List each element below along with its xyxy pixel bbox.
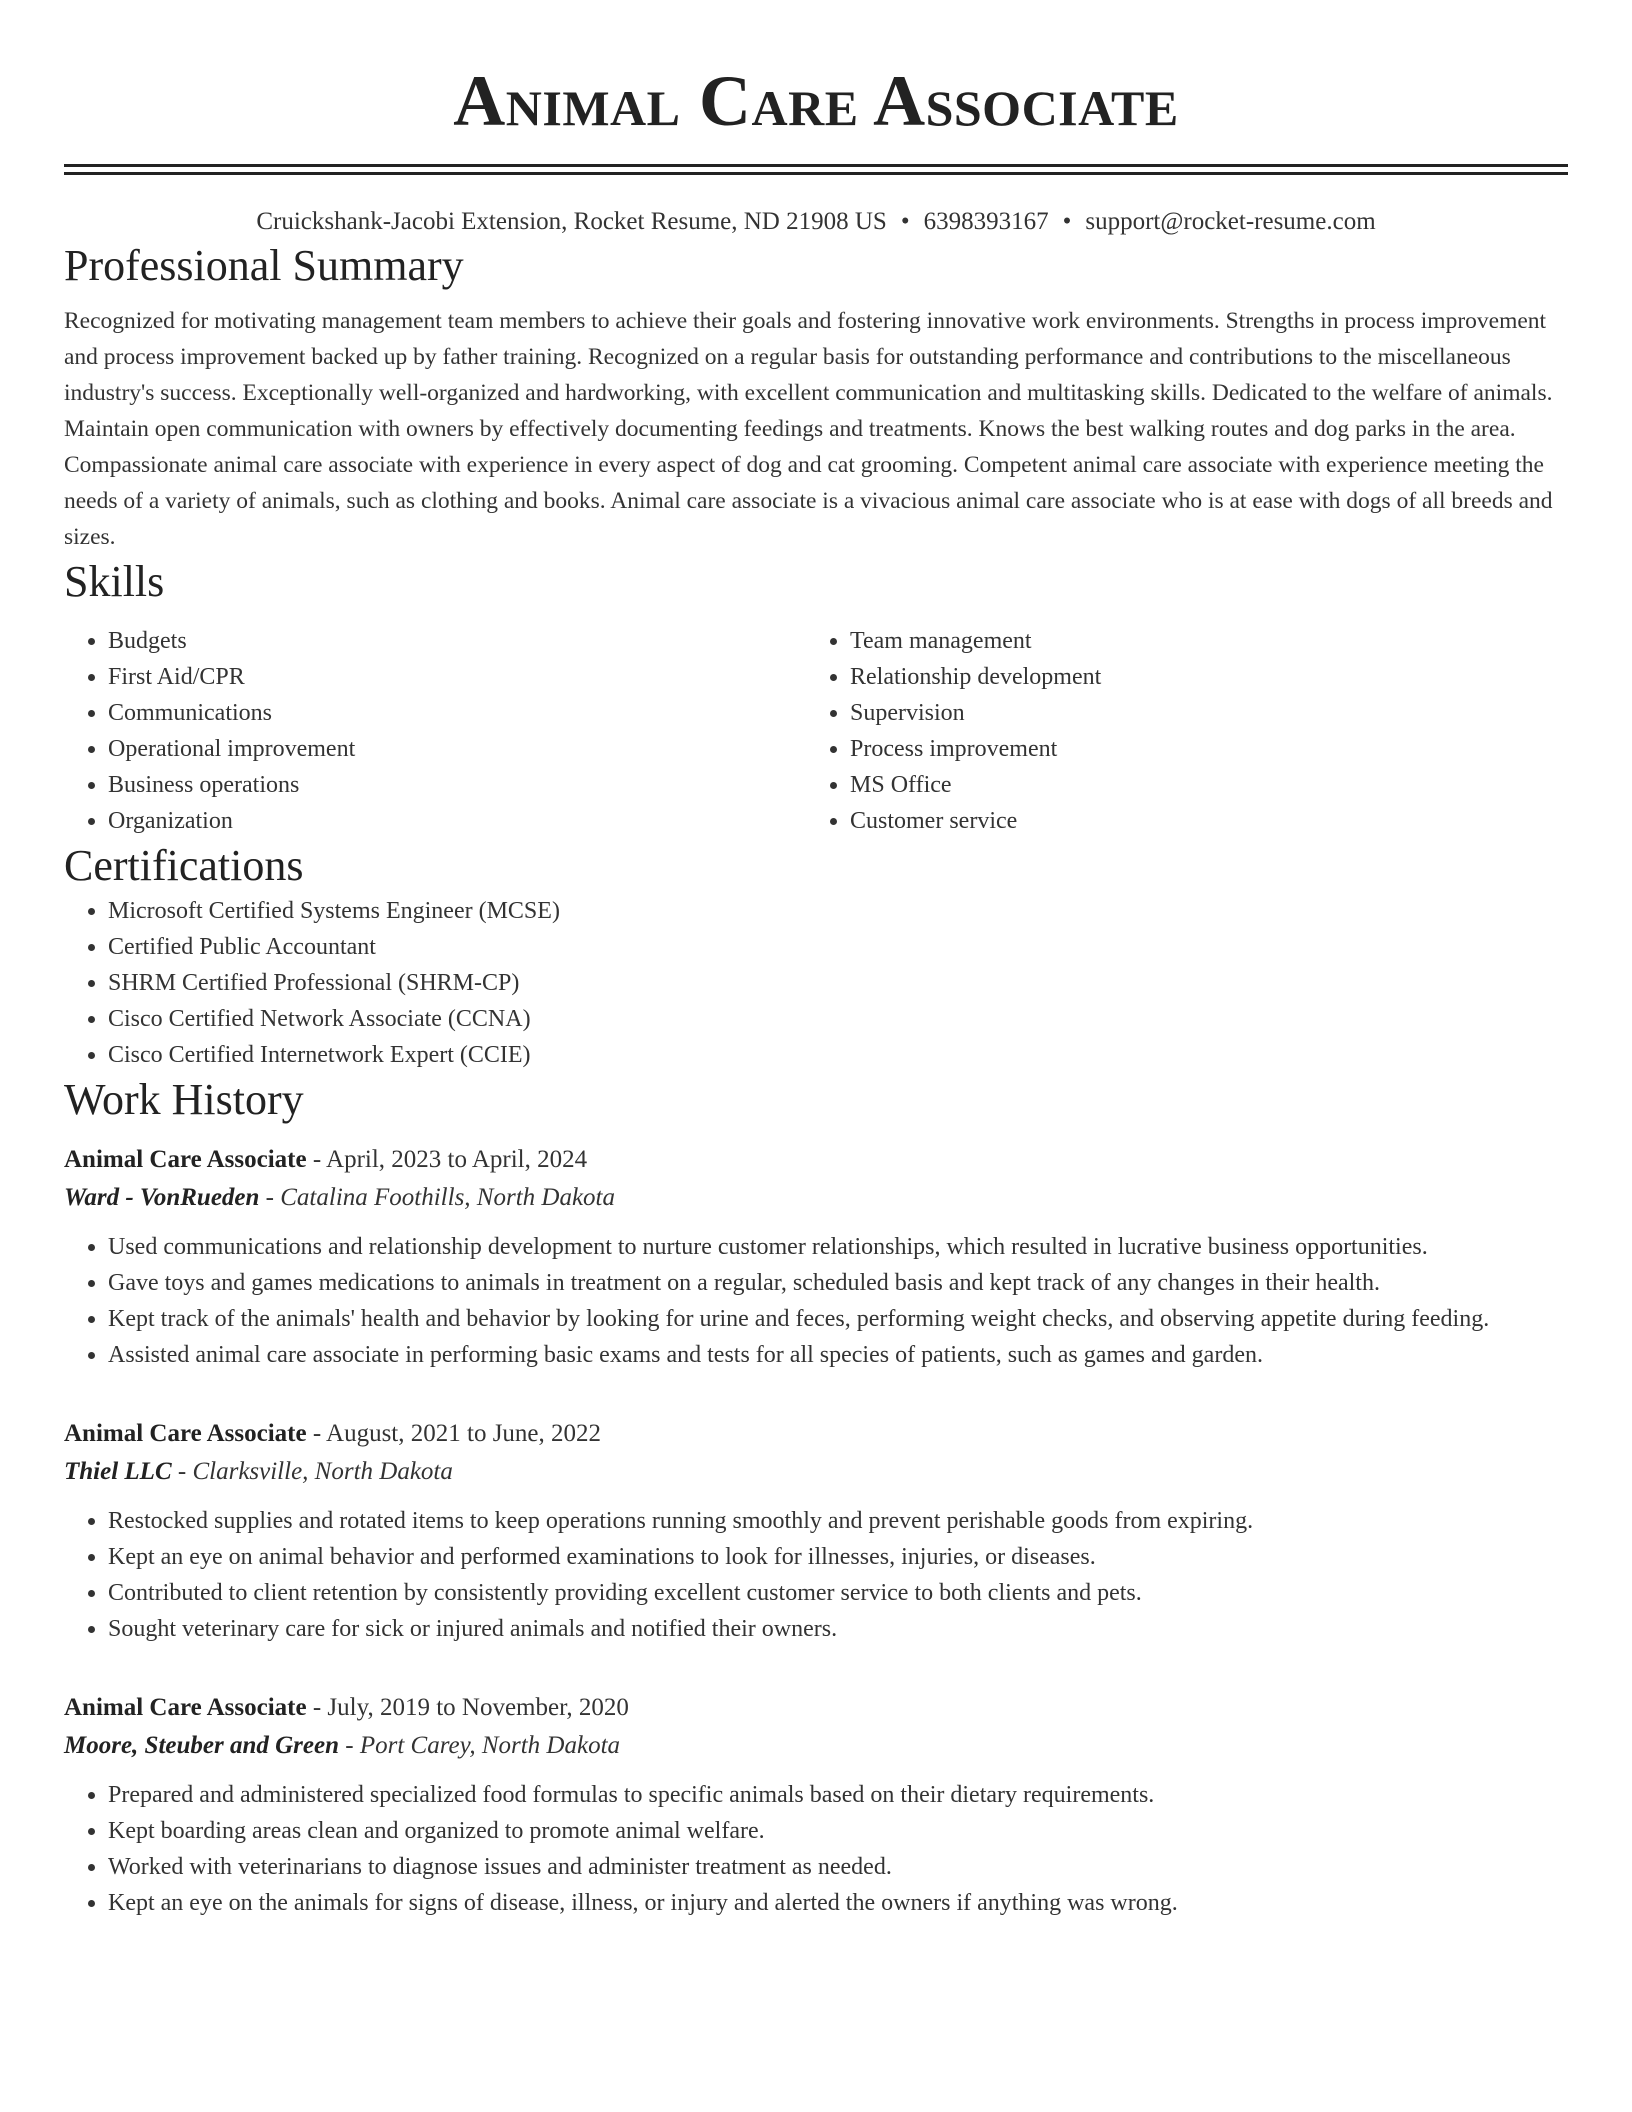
certifications-list: [64, 893, 1568, 1073]
job-bullet: • Kept boarding areas clean and organized to promote animal welfare.: [108, 1813, 1568, 1849]
job-dates: - August, 2021 to June, 2022: [306, 1420, 602, 1447]
job-header: [64, 1415, 1568, 1453]
job-bullet: • Gave toys and games medications to animals in treatment on a regular, scheduled basis and kept track of any changes in their health.: [108, 1265, 1568, 1301]
job-entry: [64, 1415, 1568, 1647]
job-title: Animal Care Associate: [64, 1420, 307, 1447]
contact-address: Cruickshank-Jacobi Extension, Rocket Resume, ND 21908 US: [256, 208, 887, 235]
skills-columns: [64, 623, 1568, 839]
job-entry: [64, 1689, 1568, 1921]
skill-item: • First Aid/CPR: [108, 659, 806, 695]
job-header: [64, 1141, 1568, 1179]
contact-line: [64, 205, 1568, 239]
job-location: - Catalina Foothills, North Dakota: [259, 1184, 615, 1211]
job-bullet: • Prepared and administered specialized food formulas to specific animals based on their dietary requirements.: [108, 1777, 1568, 1813]
contact-separator: •: [900, 208, 910, 235]
job-company-line: [64, 1179, 1568, 1217]
section-heading-skills: Skills: [64, 557, 165, 606]
job-bullets: [64, 1503, 1568, 1647]
skills-list-right: [806, 623, 1548, 839]
job-dates: - July, 2019 to November, 2020: [306, 1694, 629, 1721]
job-dates: - April, 2023 to April, 2024: [306, 1146, 588, 1173]
job-bullet: • Restocked supplies and rotated items to keep operations running smoothly and prevent perishable goods from expiring.: [108, 1503, 1568, 1539]
certification-item: • SHRM Certified Professional (SHRM-CP): [108, 965, 1568, 1001]
certification-item: • Microsoft Certified Systems Engineer (MCSE): [108, 893, 1568, 929]
skill-item: • Organization: [108, 803, 806, 839]
contact-separator: •: [1062, 208, 1072, 235]
title-divider: [64, 164, 1568, 167]
skill-item: • Relationship development: [850, 659, 1548, 695]
certification-item: • Cisco Certified Internetwork Expert (CCIE): [108, 1037, 1568, 1073]
job-location: - Port Carey, North Dakota: [339, 1732, 621, 1759]
job-bullets: [64, 1229, 1568, 1373]
job-company: Ward - VonRueden: [64, 1184, 260, 1211]
job-company-line: [64, 1453, 1568, 1491]
job-bullet: • Assisted animal care associate in performing basic exams and tests for all species of patients, such as games and garden.: [108, 1337, 1568, 1373]
skill-item: • Business operations: [108, 767, 806, 803]
resume-title: Animal Care Associate: [453, 61, 1179, 141]
skills-list-left: [64, 623, 806, 839]
skill-item: • Supervision: [850, 695, 1548, 731]
skill-item: • Customer service: [850, 803, 1548, 839]
job-bullet: • Kept an eye on animal behavior and performed examinations to look for illnesses, injuries, or diseases.: [108, 1539, 1568, 1575]
resume-page: [64, 0, 1568, 1921]
job-bullet: • Used communications and relationship development to nurture customer relationships, which resulted in lucrative business opportunities.: [108, 1229, 1568, 1265]
section-heading-certifications: Certifications: [64, 841, 304, 890]
job-bullet: • Worked with veterinarians to diagnose issues and administer treatment as needed.: [108, 1849, 1568, 1885]
skill-item: • Process improvement: [850, 731, 1548, 767]
job-location: - Clarksville, North Dakota: [171, 1458, 453, 1485]
job-bullet: • Kept track of the animals' health and behavior by looking for urine and feces, performing weight checks, and observing appetite during feeding.: [108, 1301, 1568, 1337]
job-bullet: • Kept an eye on the animals for signs of disease, illness, or injury and alerted the owners if anything was wrong.: [108, 1885, 1568, 1921]
job-bullet: • Contributed to client retention by consistently providing excellent customer service to both clients and pets.: [108, 1575, 1568, 1611]
skill-item: • Budgets: [108, 623, 806, 659]
section-heading-summary: Professional Summary: [64, 241, 464, 290]
skill-item: • Team management: [850, 623, 1548, 659]
job-title: Animal Care Associate: [64, 1694, 307, 1721]
job-company: Thiel LLC: [64, 1458, 172, 1485]
job-company-line: [64, 1727, 1568, 1765]
summary-text: Recognized for motivating management team members to achieve their goals and fostering innovative work environments. Strengths in process improvement and process improvement backed up by father training. Recognized on a regular basis for outstanding performance and contributions to the miscellaneous industry's success. Exceptionally well-organized and hardworking, with excellent communication and multitasking skills. Dedicated to the welfare of animals. Maintain open communication with owners by effectively documenting feedings and treatments. Knows the best walking routes and dog parks in the area. Compassionate animal care associate with experience in every aspect of dog and cat grooming. Competent animal care associate with experience meeting the needs of a variety of animals, such as clothing and books. Animal care associate is a vivacious animal care associate who is at ease with dogs of all breeds and sizes.: [64, 308, 1553, 550]
job-header: [64, 1689, 1568, 1727]
skill-item: • MS Office: [850, 767, 1548, 803]
skill-item: • Communications: [108, 695, 806, 731]
job-bullets: [64, 1777, 1568, 1921]
job-bullet: • Sought veterinary care for sick or injured animals and notified their owners.: [108, 1611, 1568, 1647]
job-title: Animal Care Associate: [64, 1146, 307, 1173]
skill-item: • Operational improvement: [108, 731, 806, 767]
job-company: Moore, Steuber and Green: [64, 1732, 340, 1759]
contact-phone: 6398393167: [923, 208, 1049, 235]
section-heading-work-history: Work History: [64, 1075, 304, 1124]
contact-email: support@rocket-resume.com: [1085, 208, 1376, 235]
certification-item: • Cisco Certified Network Associate (CCNA): [108, 1001, 1568, 1037]
certification-item: • Certified Public Accountant: [108, 929, 1568, 965]
job-entry: [64, 1141, 1568, 1373]
